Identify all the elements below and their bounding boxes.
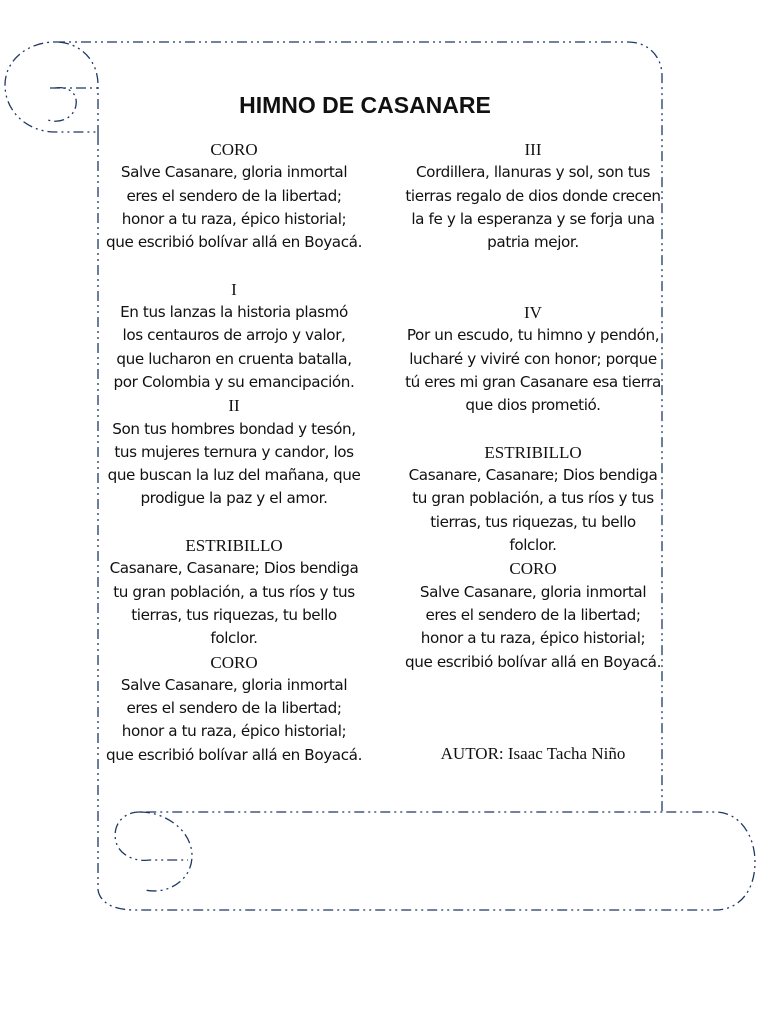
stanza-coro [103,138,365,254]
verse-line: lucharé y viviré con honor; porque [409,349,657,368]
stanza-heading: IV [524,303,542,323]
verse-line: Por un escudo, tu himno y pendón, [406,326,660,345]
verse-line: eres el sendero de la libertad; [126,699,342,718]
stanza-heading: I [231,279,237,299]
stanza-heading: CORO [509,559,557,579]
verse-line: En tus lanzas la historia plasmó [120,303,348,322]
verse-line: Salve Casanare, gloria inmortal [120,675,348,694]
stanza-heading: CORO [210,140,258,159]
verse-line: los centauros de arrojo y valor, [122,326,346,345]
stanza-coro [400,557,666,673]
stanza-i [103,278,365,394]
stanza-heading: ESTRIBILLO [185,536,283,556]
verse-line: patria mejor. [487,233,579,252]
stanza-iii [400,138,666,254]
verse-line: prodigue la paz y el amor. [140,489,328,508]
verse-line: que dios prometió. [465,396,601,415]
stanza-heading: CORO [210,652,258,672]
document-title: HIMNO DE CASANARE [239,92,491,118]
verse-line: que lucharon en cruenta batalla, [116,349,352,368]
stanza-coro-repeat [103,651,365,767]
verse-line: tierras, tus riquezas, tu bello [131,605,337,624]
verse-line: eres el sendero de la libertad; [425,605,641,624]
verse-line: la fe y la esperanza y se forja una [411,209,655,228]
verse-line: tierras regalo de dios donde crecen [405,186,661,205]
stanza-heading: ESTRIBILLO [484,442,582,462]
verse-line: eres el sendero de la libertad; [126,186,342,205]
stanza-estribillo [400,441,666,557]
stanza-heading: II [228,396,240,416]
verse-line: tu gran población, a tus ríos y tus [412,489,654,508]
author-credit: AUTOR: Isaac Tacha Niño [440,744,626,763]
verse-line: Salve Casanare, gloria inmortal [419,582,647,601]
verse-line: tú eres mi gran Casanare esa tierra [405,372,661,391]
verse-line: Casanare, Casanare; Dios bendiga [109,559,359,578]
stanza-ii [103,394,365,510]
verse-line: tu gran población, a tus ríos y tus [113,582,355,601]
right-column [400,138,666,674]
verse-line: que buscan la luz del mañana, que [107,466,361,485]
verse-line: honor a tu raza, épico historial; [420,629,646,648]
verse-line: Son tus hombres bondad y tesón, [112,419,356,438]
verse-line: que escribió bolívar allá en Boyacá. [405,652,661,671]
left-column [103,138,365,767]
verse-line: tierras, tus riquezas, tu bello [430,512,636,531]
stanza-iv [400,301,666,417]
verse-line: Casanare, Casanare; Dios bendiga [408,466,658,485]
verse-line: Salve Casanare, gloria inmortal [120,163,348,182]
verse-line: que escribió bolívar allá en Boyacá. [106,233,362,252]
stanza-estribillo [103,534,365,650]
verse-line: folclor. [509,536,557,555]
verse-line: por Colombia y su emancipación. [113,372,355,391]
verse-line: honor a tu raza, épico historial; [121,722,347,741]
stanza-heading: III [524,140,542,159]
verse-line: tus mujeres ternura y candor, los [114,442,354,461]
verse-line: que escribió bolívar allá en Boyacá. [106,745,362,764]
verse-line: Cordillera, llanuras y sol, son tus [415,163,651,182]
verse-line: folclor. [210,629,258,648]
verse-line: honor a tu raza, épico historial; [121,209,347,228]
